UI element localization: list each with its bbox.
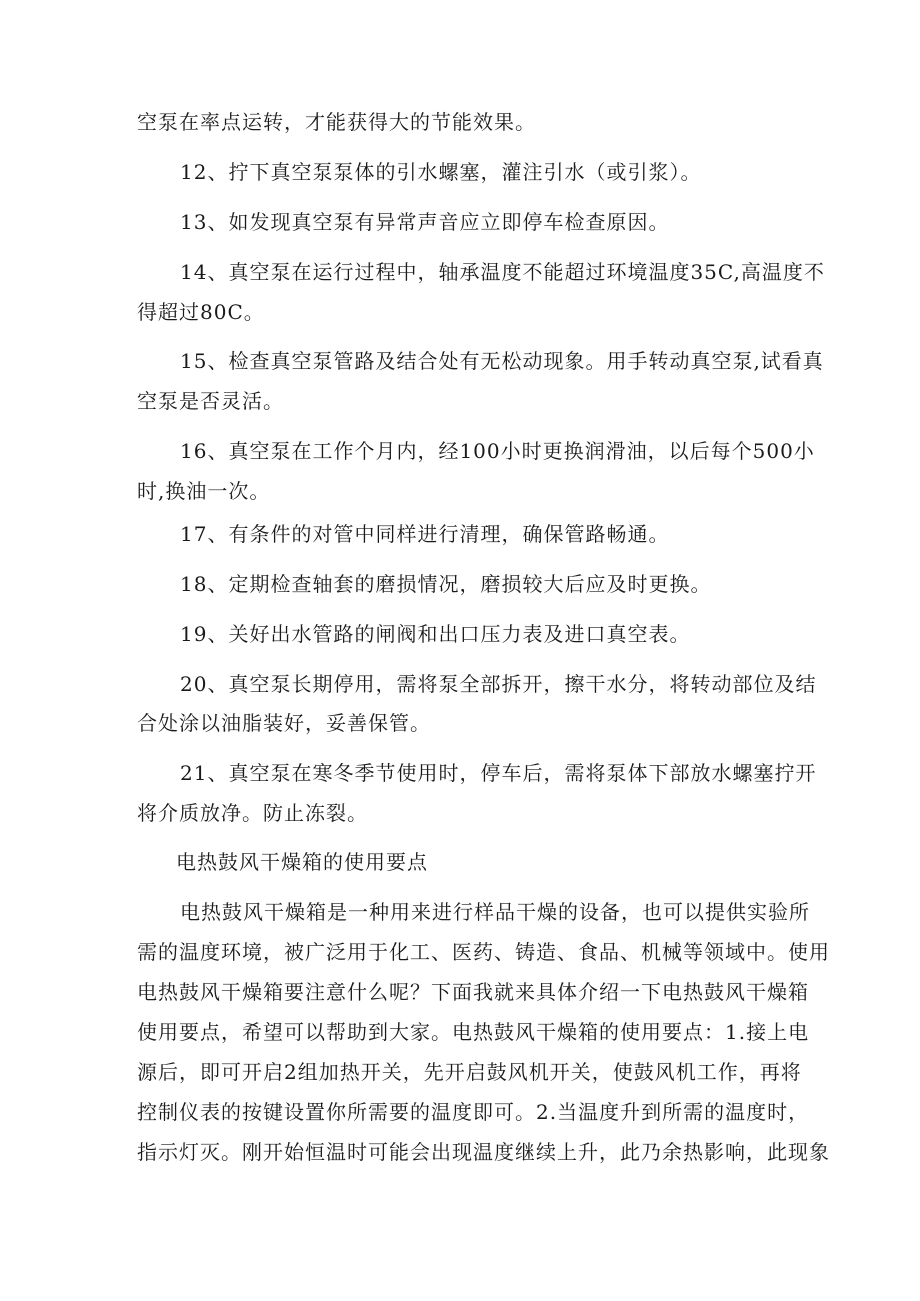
paragraph-line: 控制仪表的按键设置你所需要的温度即可。2.当温度升到所需的温度时，	[137, 1100, 810, 1124]
list-item-18: 18、定期检查轴套的磨损情况，磨损较大后应及时更换。	[180, 572, 712, 596]
paragraph-line: 电热鼓风干燥箱要注意什么呢？下面我就来具体介绍一下电热鼓风干燥箱	[137, 980, 809, 1004]
text-line: 将介质放净。防止冻裂。	[137, 801, 368, 825]
list-item-12: 12、拧下真空泵泵体的引水螺塞，灌注引水（或引浆）。	[180, 160, 702, 184]
text-line: 时,换油一次。	[137, 479, 271, 503]
paragraph-line: 电热鼓风干燥箱是一种用来进行样品干燥的设备，也可以提供实验所	[180, 900, 810, 924]
list-item-16: 16、真空泵在工作个月内，经100小时更换润滑油，以后每个500小	[180, 439, 815, 463]
paragraph-line: 源后，即可开启2组加热开关，先开启鼓风机开关，使鼓风机工作，再将	[137, 1060, 802, 1084]
list-item-13: 13、如发现真空泵有异常声音应立即停车检查原因。	[180, 210, 670, 234]
text-line: 得超过80C。	[137, 300, 265, 324]
text-line: 合处涂以油脂装好，妥善保管。	[137, 711, 431, 735]
list-item-17: 17、有条件的对管中同样进行清理，确保管路畅通。	[180, 522, 670, 546]
text-line: 空泵是否灵活。	[137, 389, 284, 413]
section-heading: 电热鼓风干燥箱的使用要点	[176, 850, 428, 874]
list-item-19: 19、关好出水管路的闸阀和出口压力表及进口真空表。	[180, 622, 691, 646]
paragraph-line: 使用要点，希望可以帮助到大家。电热鼓风干燥箱的使用要点：1.接上电	[137, 1020, 810, 1044]
list-item-20: 20、真空泵长期停用，需将泵全部拆开，擦干水分，将转动部位及结	[180, 672, 817, 696]
list-item-14: 14、真空泵在运行过程中，轴承温度不能超过环境温度35C,高温度不	[180, 260, 825, 284]
text-line: 空泵在率点运转，才能获得大的节能效果。	[137, 110, 536, 134]
paragraph-line: 需的温度环境，被广泛用于化工、医药、铸造、食品、机械等领域中。使用	[137, 940, 830, 964]
paragraph-line: 指示灯灭。刚开始恒温时可能会出现温度继续上升，此乃余热影响，此现象	[137, 1140, 830, 1164]
list-item-15: 15、检查真空泵管路及结合处有无松动现象。用手转动真空泵,试看真	[180, 349, 824, 373]
list-item-21: 21、真空泵在寒冬季节使用时，停车后，需将泵体下部放水螺塞拧开	[180, 761, 817, 785]
